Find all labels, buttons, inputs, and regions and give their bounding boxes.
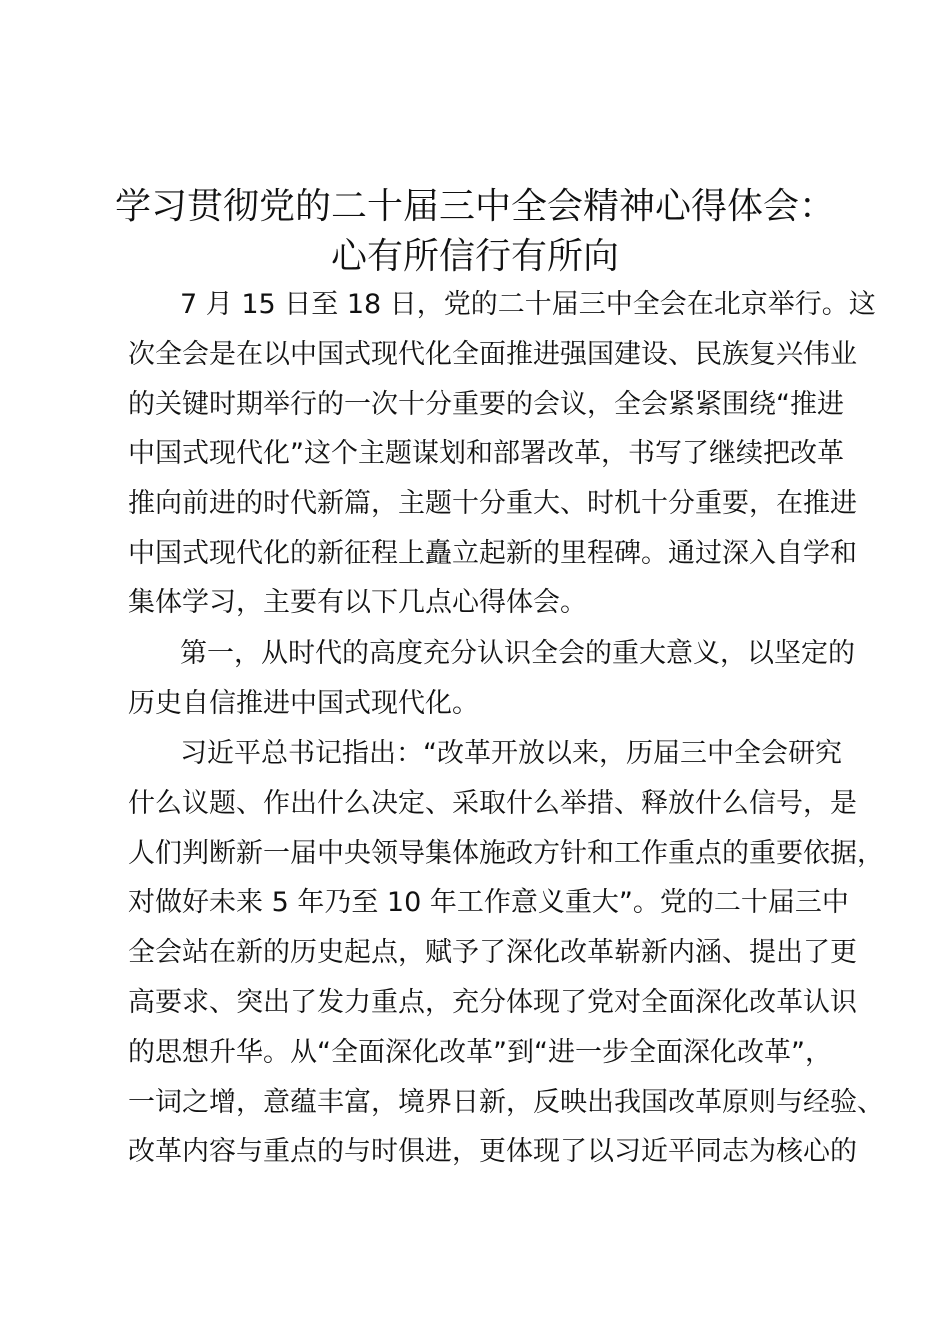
paragraph-line: 全会站在新的历史起点，赋予了深化改革崭新内涵、提出了更 — [128, 937, 857, 968]
paragraph-line: 一词之增，意蕴丰富，境界日新，反映出我国改革原则与经验、 — [128, 1087, 884, 1118]
paragraph-line: 中国式现代化”这个主题谋划和部署改革，书写了继续把改革 — [128, 438, 844, 469]
paragraph-line: 高要求、突出了发力重点，充分体现了党对全面深化改革认识 — [128, 987, 857, 1018]
paragraph-line: 的关键时期举行的一次十分重要的会议，全会紧紧围绕“推进 — [128, 389, 844, 420]
paragraph-line: 次全会是在以中国式现代化全面推进强国建设、民族复兴伟业 — [128, 339, 857, 370]
document-title-line-2: 心有所信行有所向 — [330, 236, 619, 277]
paragraph-line: 历史自信推进中国式现代化。 — [128, 688, 479, 719]
paragraph-line: 习近平总书记指出：“改革开放以来，历届三中全会研究 — [180, 738, 842, 769]
document-title-line-1: 学习贯彻党的二十届三中全会精神心得体会： — [114, 186, 835, 227]
paragraph-line: 改革内容与重点的与时俱进，更体现了以习近平同志为核心的 — [128, 1136, 857, 1167]
paragraph-line: 第一，从时代的高度充分认识全会的重大意义，以坚定的 — [180, 638, 855, 669]
paragraph-line: 推向前进的时代新篇，主题十分重大、时机十分重要，在推进 — [128, 488, 857, 519]
paragraph-line: 7 月 15 日至 18 日，党的二十届三中全会在北京举行。这 — [180, 289, 876, 320]
paragraph-line: 人们判断新一届中央领导集体施政方针和工作重点的重要依据， — [128, 838, 884, 869]
paragraph-line: 的思想升华。从“全面深化改革”到“进一步全面深化改革”， — [128, 1037, 832, 1068]
paragraph-line: 什么议题、作出什么决定、采取什么举措、释放什么信号，是 — [128, 788, 857, 819]
paragraph-line: 中国式现代化的新征程上矗立起新的里程碑。通过深入自学和 — [128, 538, 857, 569]
paragraph-line: 集体学习，主要有以下几点心得体会。 — [128, 587, 587, 618]
paragraph-line: 对做好未来 5 年乃至 10 年工作意义重大”。党的二十届三中 — [128, 887, 849, 918]
